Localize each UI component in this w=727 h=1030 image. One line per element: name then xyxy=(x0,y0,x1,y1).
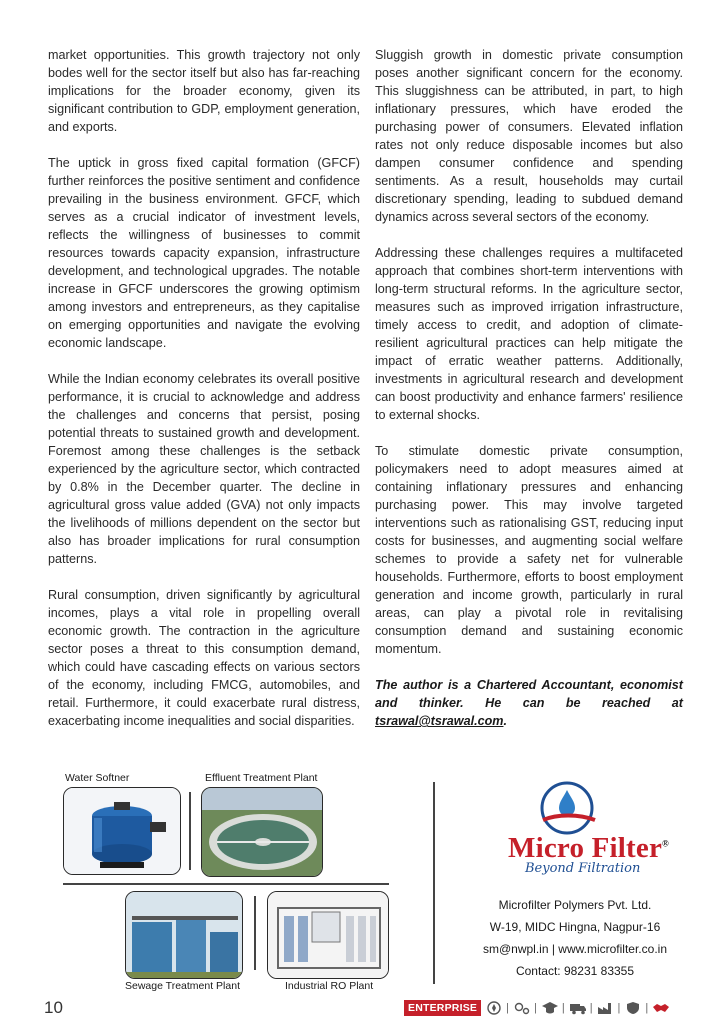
brand-name-text: Micro Filter xyxy=(508,832,663,864)
ad-divider xyxy=(189,792,191,870)
shield-icon xyxy=(624,1001,642,1015)
water-softner-image xyxy=(64,788,181,875)
page-number: 10 xyxy=(44,998,63,1017)
truck-icon xyxy=(569,1001,587,1015)
sewage-plant-photo xyxy=(125,891,243,979)
footer-separator: | xyxy=(617,1002,621,1014)
article-right-column xyxy=(375,46,683,748)
company-address: W-19, MIDC Hingna, Nagpur-16 xyxy=(489,920,661,934)
footer-separator: | xyxy=(645,1002,649,1014)
effluent-plant-image xyxy=(202,788,323,877)
ad-divider xyxy=(63,883,389,885)
enterprise-badge: ENTERPRISE xyxy=(404,1000,481,1016)
article-paragraph: To stimulate domestic private consumption, policymakers need to adopt measures aimed at containing inflationary pressures and enhancing purchasing power. This may involve targeted interventions such as rationalising GST, reducing input costs for businesses, and augmenting social welfare schemes to provide a safety net for vulnerable households. Furthermore, efforts to boost employment generation and income growth, particularly in rural areas, can play a pivotal role in revitalising consumption demand and sustaining economic momentum. xyxy=(375,444,683,656)
microfilter-logo-icon xyxy=(535,780,605,838)
handshake-icon xyxy=(652,1001,670,1015)
gears-icon xyxy=(513,1001,531,1015)
article-paragraph: market opportunities. This growth trajectory not only bodes well for the sector itself but also has far-reaching implications for the broader economy, given its significant contribution to GDP, employment generation, and exports. xyxy=(48,48,360,134)
article-paragraph: Addressing these challenges requires a multifaceted approach that combines short-term interventions with long-term structural reforms. In the agriculture sector, measures such as improved irrigation infrastructure, timely access to credit, and adoption of climate-resilient agricultural practices can help mitigate the impact of erratic weather patterns. Additionally, investments in agricultural research and development can boost productivity and enhance farmers' resilience to external shocks. xyxy=(375,246,683,422)
company-name: Microfilter Polymers Pvt. Ltd. xyxy=(498,898,652,912)
registered-mark: ® xyxy=(662,838,669,849)
company-web[interactable]: sm@nwpl.in | www.microfilter.co.in xyxy=(482,942,667,956)
article-paragraph: Sluggish growth in domestic private consumption poses another significant concern for the economy. This sluggishness can be attributed, in part, to high inflationary pressures, which have eroded the purchasing power of consumers. Elevated inflation rates not only reduce disposable incomes but also dampen consumer confidence and spending sentiments. As a result, households may curtail discretionary spending, leading to subdued demand dynamics across several sectors of the economy. xyxy=(375,48,683,224)
compass-icon xyxy=(485,1001,503,1015)
author-note xyxy=(375,676,683,730)
footer-separator: | xyxy=(589,1002,593,1014)
brand-tagline: Beyond Filtration xyxy=(525,861,641,876)
effluent-plant-photo xyxy=(201,787,323,877)
article-left-column xyxy=(48,46,360,748)
ad-divider xyxy=(433,782,435,984)
caption-water-softner: Water Softner xyxy=(65,772,130,784)
company-contact: Contact: 98231 83355 xyxy=(515,964,635,978)
article-paragraph: Rural consumption, driven significantly by agricultural incomes, plays a vital role in propelling overall economic growth. The contraction in the agriculture sector poses a threat to this consumption demand, which could have cascading effects on various sectors of the economy, including FMCG, automobiles, and retail. Furthermore, it could exacerbate rural distress, exacerbating income inequalities and social disparities. xyxy=(48,588,360,728)
author-email-link[interactable]: tsrawal@tsrawal.com xyxy=(375,714,504,728)
factory-icon xyxy=(597,1001,615,1015)
microfilter-advertisement xyxy=(55,770,695,990)
author-note-end: . xyxy=(503,714,507,728)
footer-separator: | xyxy=(533,1002,537,1014)
caption-effluent-plant: Effluent Treatment Plant xyxy=(205,772,318,784)
footer-separator: | xyxy=(561,1002,565,1014)
article-paragraph: The uptick in gross fixed capital formation (GFCF) further reinforces the positive sentiment and confidence prevailing in the business environment. GFCF, which serves as a crucial indicator of investment levels, reflects the willingness of businesses to commit resources towards capacity expansion, infrastructure development, and technological upgrades. The notable increase in GFCF underscores the growing optimism among investors and entrepreneurs, as they capitalise on emerging opportunities and navigate the evolving economic landscape. xyxy=(48,156,360,350)
ro-plant-image xyxy=(268,892,389,979)
ro-plant-photo xyxy=(267,891,389,979)
graduation-cap-icon xyxy=(541,1001,559,1015)
water-softner-photo xyxy=(63,787,181,875)
footer-separator: | xyxy=(506,1002,509,1014)
footer-bar xyxy=(404,1000,670,1016)
caption-ro-plant: Industrial RO Plant xyxy=(285,980,374,992)
ad-divider xyxy=(254,896,256,970)
author-note-text: The author is a Chartered Accountant, economist and thinker. He can be reached at xyxy=(375,678,683,710)
caption-sewage-plant: Sewage Treatment Plant xyxy=(125,980,240,992)
sewage-plant-image xyxy=(126,892,243,979)
article-paragraph: While the Indian economy celebrates its overall positive performance, it is crucial to acknowledge and address the challenges and concerns that persist, posing potential threats to sustained growth and development. Foremost among these challenges is the setback experienced by the agriculture sector, which contracted by 0.8% in the December quarter. The decline in agricultural gross value added (GVA) not only impacts the livelihoods of millions dependent on the sector but also has broader implications for rural consumption patterns. xyxy=(48,372,360,566)
